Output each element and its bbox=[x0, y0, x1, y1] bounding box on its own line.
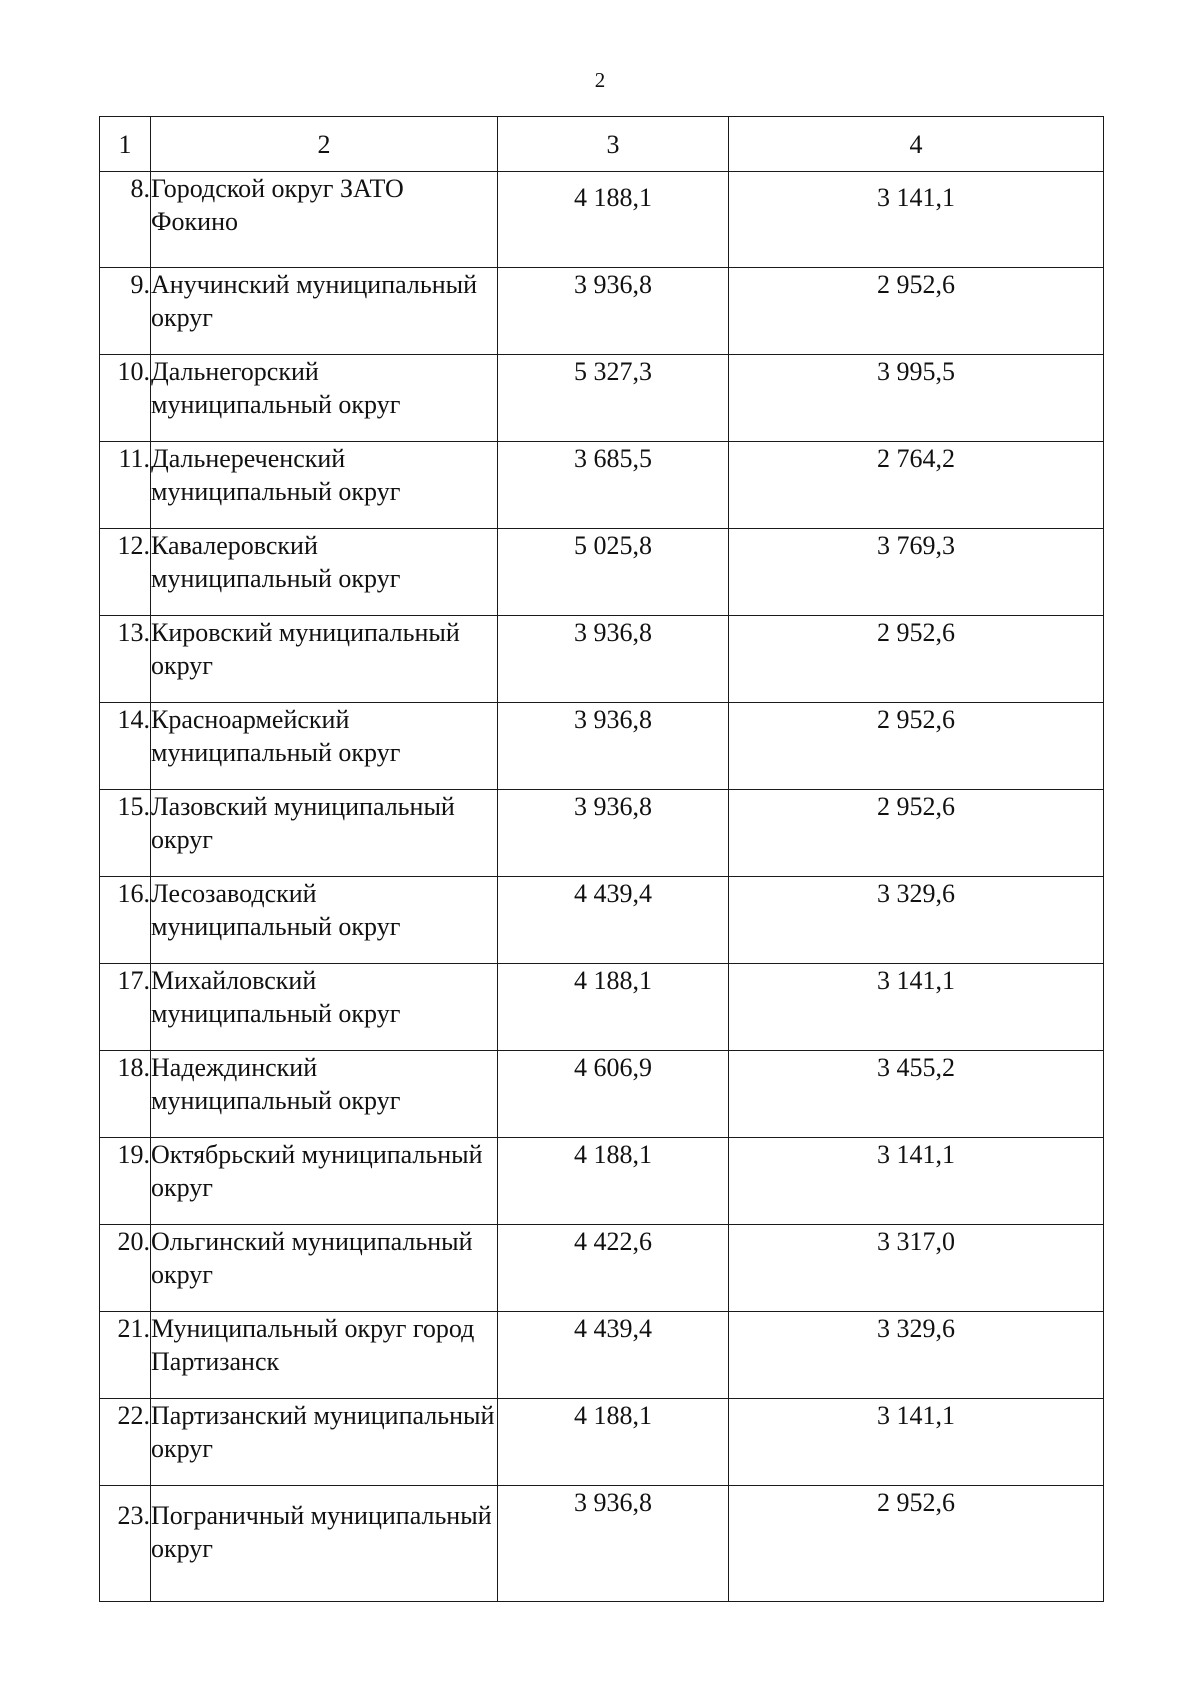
table-row bbox=[100, 1138, 1104, 1225]
data-table bbox=[99, 116, 1104, 1602]
value-col3: 3 936,8 bbox=[498, 616, 729, 703]
value-col3: 4 188,1 bbox=[498, 964, 729, 1051]
header-cell-4: 4 bbox=[729, 117, 1104, 172]
row-number: 12. bbox=[100, 529, 151, 616]
row-number: 14. bbox=[100, 703, 151, 790]
district-name: Лесозаводский муниципальный округ bbox=[151, 877, 498, 964]
value-col4: 2 952,6 bbox=[729, 1486, 1104, 1602]
district-name: Партизанский муниципальный округ bbox=[151, 1399, 498, 1486]
value-col3: 4 188,1 bbox=[498, 172, 729, 268]
district-name: Надеждинский муниципальный округ bbox=[151, 1051, 498, 1138]
value-col4: 3 141,1 bbox=[729, 1399, 1104, 1486]
header-cell-2: 2 bbox=[151, 117, 498, 172]
row-number: 16. bbox=[100, 877, 151, 964]
table-row bbox=[100, 877, 1104, 964]
row-number: 21. bbox=[100, 1312, 151, 1399]
header-cell-1: 1 bbox=[100, 117, 151, 172]
district-name: Октябрьский муниципальный округ bbox=[151, 1138, 498, 1225]
district-name: Кавалеровский муниципальный округ bbox=[151, 529, 498, 616]
value-col3: 4 422,6 bbox=[498, 1225, 729, 1312]
table-row bbox=[100, 172, 1104, 268]
value-col3: 4 439,4 bbox=[498, 877, 729, 964]
table-row bbox=[100, 1399, 1104, 1486]
value-col3: 4 606,9 bbox=[498, 1051, 729, 1138]
table-row bbox=[100, 616, 1104, 703]
value-col4: 3 329,6 bbox=[729, 1312, 1104, 1399]
row-number: 8. bbox=[100, 172, 151, 268]
row-number: 22. bbox=[100, 1399, 151, 1486]
row-number: 20. bbox=[100, 1225, 151, 1312]
value-col4: 2 952,6 bbox=[729, 616, 1104, 703]
value-col4: 2 952,6 bbox=[729, 703, 1104, 790]
value-col3: 3 936,8 bbox=[498, 703, 729, 790]
value-col3: 3 685,5 bbox=[498, 442, 729, 529]
district-name: Ольгинский муниципальный округ bbox=[151, 1225, 498, 1312]
district-name: Анучинский муниципальный округ bbox=[151, 268, 498, 355]
district-name: Дальнереченский муниципальный округ bbox=[151, 442, 498, 529]
value-col3: 3 936,8 bbox=[498, 790, 729, 877]
district-name: Михайловский муниципальный округ bbox=[151, 964, 498, 1051]
value-col3: 4 188,1 bbox=[498, 1138, 729, 1225]
district-name: Городской округ ЗАТО Фокино bbox=[151, 172, 498, 268]
district-name: Лазовский муниципальный округ bbox=[151, 790, 498, 877]
value-col4: 3 995,5 bbox=[729, 355, 1104, 442]
value-col4: 3 769,3 bbox=[729, 529, 1104, 616]
district-name: Дальнегорский муниципальный округ bbox=[151, 355, 498, 442]
table-header-row bbox=[100, 117, 1104, 172]
row-number: 17. bbox=[100, 964, 151, 1051]
district-name: Красноармейский муниципальный округ bbox=[151, 703, 498, 790]
value-col4: 2 952,6 bbox=[729, 268, 1104, 355]
row-number: 15. bbox=[100, 790, 151, 877]
row-number: 23. bbox=[100, 1486, 151, 1602]
table-row bbox=[100, 355, 1104, 442]
value-col3: 4 188,1 bbox=[498, 1399, 729, 1486]
value-col4: 3 141,1 bbox=[729, 172, 1104, 268]
value-col4: 3 141,1 bbox=[729, 964, 1104, 1051]
value-col4: 2 952,6 bbox=[729, 790, 1104, 877]
value-col4: 2 764,2 bbox=[729, 442, 1104, 529]
value-col4: 3 317,0 bbox=[729, 1225, 1104, 1312]
district-name: Кировский муниципальный округ bbox=[151, 616, 498, 703]
value-col3: 3 936,8 bbox=[498, 1486, 729, 1602]
value-col4: 3 329,6 bbox=[729, 877, 1104, 964]
table-row bbox=[100, 964, 1104, 1051]
value-col3: 5 327,3 bbox=[498, 355, 729, 442]
district-name: Муниципальный округ город Партизанск bbox=[151, 1312, 498, 1399]
table-row bbox=[100, 268, 1104, 355]
row-number: 13. bbox=[100, 616, 151, 703]
table-row bbox=[100, 1486, 1104, 1602]
district-name: Пограничный муниципальный округ bbox=[151, 1486, 498, 1602]
table-row bbox=[100, 1225, 1104, 1312]
value-col3: 3 936,8 bbox=[498, 268, 729, 355]
row-number: 10. bbox=[100, 355, 151, 442]
table-row bbox=[100, 442, 1104, 529]
table-row bbox=[100, 1312, 1104, 1399]
value-col4: 3 455,2 bbox=[729, 1051, 1104, 1138]
table-row bbox=[100, 1051, 1104, 1138]
value-col4: 3 141,1 bbox=[729, 1138, 1104, 1225]
row-number: 11. bbox=[100, 442, 151, 529]
table-row bbox=[100, 703, 1104, 790]
header-cell-3: 3 bbox=[498, 117, 729, 172]
value-col3: 4 439,4 bbox=[498, 1312, 729, 1399]
table-row bbox=[100, 529, 1104, 616]
row-number: 19. bbox=[100, 1138, 151, 1225]
value-col3: 5 025,8 bbox=[498, 529, 729, 616]
table-row bbox=[100, 790, 1104, 877]
row-number: 9. bbox=[100, 268, 151, 355]
row-number: 18. bbox=[100, 1051, 151, 1138]
page-number: 2 bbox=[594, 68, 606, 92]
